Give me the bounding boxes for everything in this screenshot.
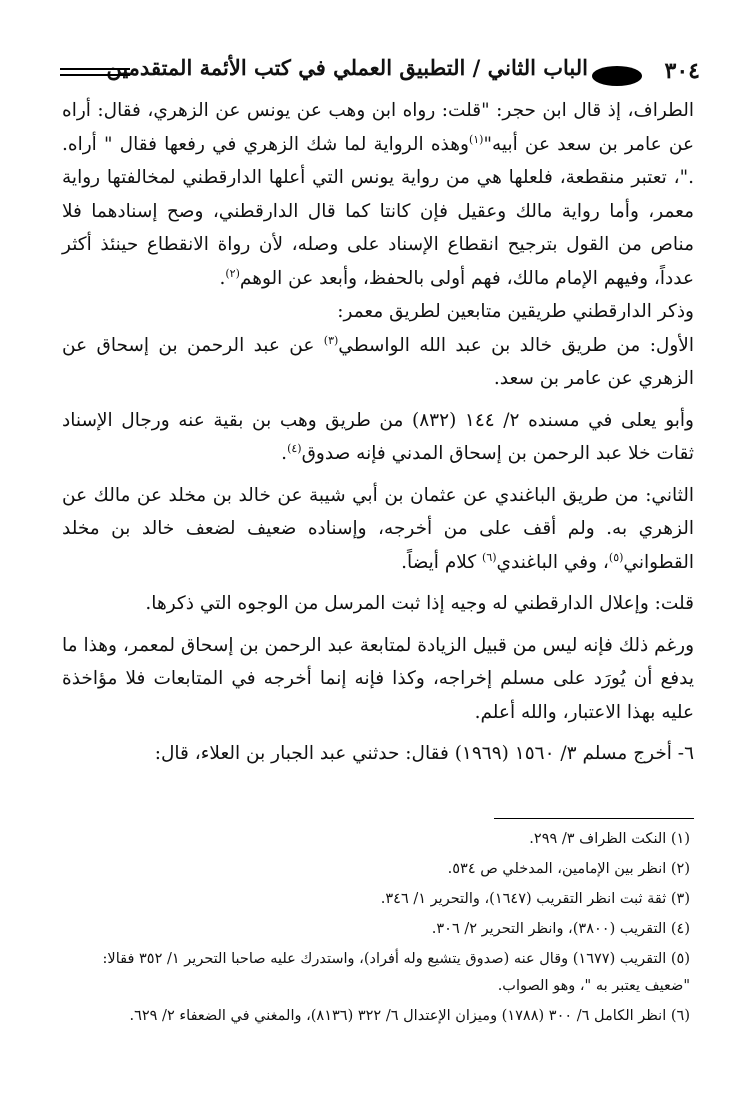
footnote-separator [494,818,694,819]
paragraph-8: ٦- أخرج مسلم ٣/ ١٥٦٠ (١٩٦٩) فقال: حدثني عبد الجبار بن العلاء، قال: [154,743,694,764]
page-number: ٣٠٤ [664,58,700,84]
paragraph-1-text-c: . [219,267,226,289]
footnote-ref-1: (١) [468,132,484,146]
footnote-4: (٤) التقريب (٣٨٠٠)، وانظر التحرير ٢/ ٣٠٦. [431,921,690,937]
footnote-ref-4: (٤) [287,441,302,455]
footnote-2: (٢) انظر بين الإمامين، المدخلي ص ٥٣٤. [447,861,690,877]
footnote-5: (٥) التقريب (١٦٧٧) وقال عنه (صدوق يتشيع وله أفراد)، واستدرك عليه صاحبا التحرير ١/ ٣٥٢ فقالا: "ضعيف يعتبر به "، وهو الصواب. [102,951,690,994]
paragraph-5-text-a: الثاني: من طريق الباغندي عن عثمان بن أبي شيبة عن خالد بن مخلد عن مالك عن الزهري به. ولم أقف على من أخرجه، وإسناده ضعيف لضعف خالد بن مخلد القطواني [62,484,694,573]
paragraph-5-text-c: كلام أيضاً. [401,551,483,573]
paragraph-6: قلت: وإعلال الدارقطني له وجيه إذا ثبت المرسل من الوجوه التي ذكرها. [145,593,694,614]
main-text [62,94,694,771]
header-ornament [592,66,642,86]
paragraph-4 [62,404,694,471]
footnotes [64,826,694,1033]
paragraph-5-text-b: ، وفي الباغندي [496,551,609,573]
running-header [60,52,700,92]
footnote-3: (٣) ثقة ثبت انظر التقريب (١٦٤٧)، والتحرير ١/ ٣٤٦. [380,891,690,907]
paragraph-7: ورغم ذلك فإنه ليس من قبيل الزيادة لمتابعة عبد الرحمن بن إسحاق لمعمر، وهذا ما يدفع أن يُورَد على مسلم إخراجه، وكذا فإنه إنما أخرجه في المتابعات فلا مؤاخذة عليه بهذا الاعتبار، والله أعلم. [62,634,694,723]
footnote-1: (١) النكت الظراف ٣/ ٢٩٩. [529,831,690,847]
paragraph-4-text-a: وأبو يعلى في مسنده ٢/ ١٤٤ (٨٣٢) من طريق وهب بن بقية عنه ورجال الإسناد ثقات خلا عبد الرحمن بن إسحاق المدني فإنه صدوق [62,409,694,464]
paragraph-4-text-b: . [281,443,288,464]
header-double-rule [60,68,130,76]
footnote-6: (٦) انظر الكامل ٦/ ٣٠٠ (١٧٨٨) وميزان الإعتدال ٦/ ٣٢٢ (٨١٣٦)، والمغني في الضعفاء ٢/ ٦٢٩. [129,1008,690,1024]
footnote-ref-2: (٢) [225,266,240,280]
paragraph-5 [62,479,694,580]
running-title: الباب الثاني / التطبيق العملي في كتب الأئمة المتقدمين [106,55,588,80]
footnote-ref-3: (٣) [323,333,339,347]
paragraph-1 [62,94,694,295]
paragraph-1-text-a: الطراف، إذ قال ابن حجر: "قلت: رواه ابن وهب عن يونس عن الزهري، فقال: أراه عن عامر بن سعد عن أبيه" [62,100,694,155]
paragraph-1-text-b: وهذه الرواية لما شك الزهري في رفعها فقال " أراه. ."، تعتبر منقطعة، فلعلها هي من رواية يونس التي أعلها الدارقطني لمخالفتها رواية معمر، وأما رواية مالك وعقيل فإن كانتا كما قال الدارقطني، وصح إسنادهما فلا مناص من القول بترجيح انقطاع الإسناد على وصله، لأن رواة الانقطاع حينئذ أكثر عدداً، وفيهم الإمام مالك، فهم أولى بالحفظ، وأبعد عن الوهم [62,133,694,289]
footnote-ref-5: (٥) [608,550,624,564]
paragraph-3 [62,329,694,396]
paragraph-2: وذكر الدارقطني طريقين متابعين لطريق معمر: [337,301,694,322]
footnote-ref-6: (٦) [482,550,497,564]
paragraph-3-text-b: عن عبد الرحمن بن إسحاق عن الزهري عن عامر بن سعد. [62,334,694,389]
paragraph-3-text-a: الأول: من طريق خالد بن عبد الله الواسطي [338,334,694,356]
